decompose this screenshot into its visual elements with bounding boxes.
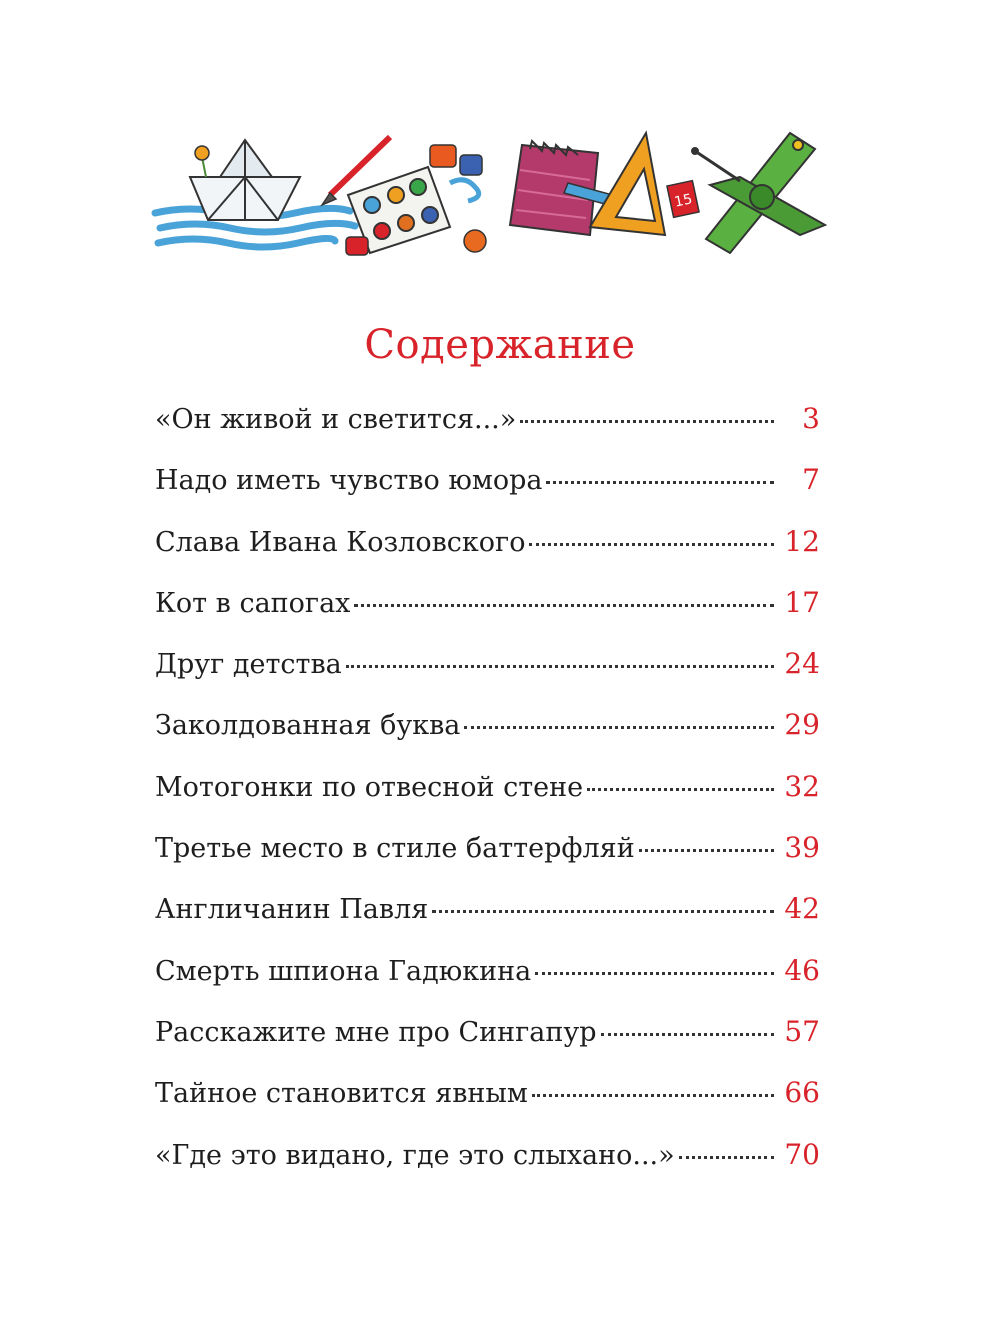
- toc-entry-title: Тайное становится явным: [155, 1078, 528, 1110]
- toc-dot-leader: [346, 665, 774, 668]
- toc-entry[interactable]: [155, 1138, 820, 1199]
- toc-dot-leader: [354, 604, 774, 607]
- header-illustration: [150, 125, 830, 275]
- toc-dot-leader: [601, 1033, 774, 1036]
- toc-entry-title: Третье место в стиле баттерфляй: [155, 833, 635, 865]
- toc-entry-page-number: 42: [784, 892, 820, 926]
- toc-entry[interactable]: [155, 463, 820, 524]
- number-card-label: 15: [673, 191, 694, 211]
- toc-dot-leader: [639, 849, 774, 852]
- table-of-contents: [155, 402, 820, 1199]
- toc-entry-page-number: 57: [784, 1014, 820, 1048]
- toc-entry-title: «Он живой и светится...»: [155, 404, 517, 435]
- toc-entry-title: «Где это видано, где это слыхано...»: [155, 1139, 675, 1171]
- toc-entry-title: Расскажите мне про Сингапур: [155, 1016, 597, 1048]
- toc-entry[interactable]: [155, 525, 820, 586]
- toc-entry-title: Друг детства: [155, 649, 342, 681]
- toc-entry-page-number: 7: [802, 463, 820, 497]
- toc-entry-title: Кот в сапогах: [155, 587, 351, 619]
- toc-entry-page-number: 39: [784, 831, 820, 865]
- toc-entry[interactable]: [155, 892, 820, 953]
- triangle-ruler-icon: [590, 133, 665, 235]
- toc-entry[interactable]: [155, 831, 820, 892]
- toc-dot-leader: [520, 420, 774, 423]
- toc-entry-page-number: 24: [784, 647, 820, 681]
- toc-entry-page-number: 70: [784, 1137, 820, 1171]
- toc-entry-title: Надо иметь чувство юмора: [155, 465, 543, 497]
- toc-entry[interactable]: [155, 1015, 820, 1076]
- toc-entry[interactable]: [155, 770, 820, 831]
- flower-icon: [195, 146, 209, 177]
- toc-entry-page-number: 29: [784, 708, 820, 742]
- toc-entry-title: Англичанин Павля: [155, 894, 429, 926]
- toc-dot-leader: [679, 1156, 774, 1159]
- page-title: Содержание: [364, 322, 636, 368]
- toc-entry-page-number: 32: [784, 769, 820, 803]
- toc-entry-title: Смерть шпиона Гадюкина: [155, 955, 532, 987]
- toc-dot-leader: [532, 1094, 774, 1097]
- toc-dot-leader: [546, 481, 774, 484]
- toc-entry[interactable]: [155, 586, 820, 647]
- toc-entry-title: Слава Ивана Козловского: [155, 526, 526, 558]
- toc-entry-page-number: 46: [784, 953, 820, 987]
- toc-entry-page-number: 12: [784, 524, 820, 558]
- toc-dot-leader: [529, 543, 774, 546]
- toc-entry[interactable]: [155, 647, 820, 708]
- toc-entry[interactable]: [155, 954, 820, 1015]
- number-card-icon: [667, 181, 699, 218]
- toc-dot-leader: [587, 788, 774, 791]
- toc-entry[interactable]: [155, 708, 820, 769]
- toc-dot-leader: [432, 910, 774, 913]
- toc-entry-page-number: 3: [802, 402, 820, 435]
- toc-entry-page-number: 17: [784, 585, 820, 619]
- toc-entry[interactable]: [155, 1076, 820, 1137]
- toc-dot-leader: [464, 726, 774, 729]
- airplane-icon: [692, 133, 825, 253]
- toc-entry[interactable]: [155, 402, 820, 463]
- toc-entry-title: Заколдованная буква: [155, 710, 461, 742]
- toc-entry-title: Мотогонки по отвесной стене: [155, 771, 584, 803]
- toc-entry-page-number: 66: [784, 1076, 820, 1110]
- toc-dot-leader: [535, 972, 774, 975]
